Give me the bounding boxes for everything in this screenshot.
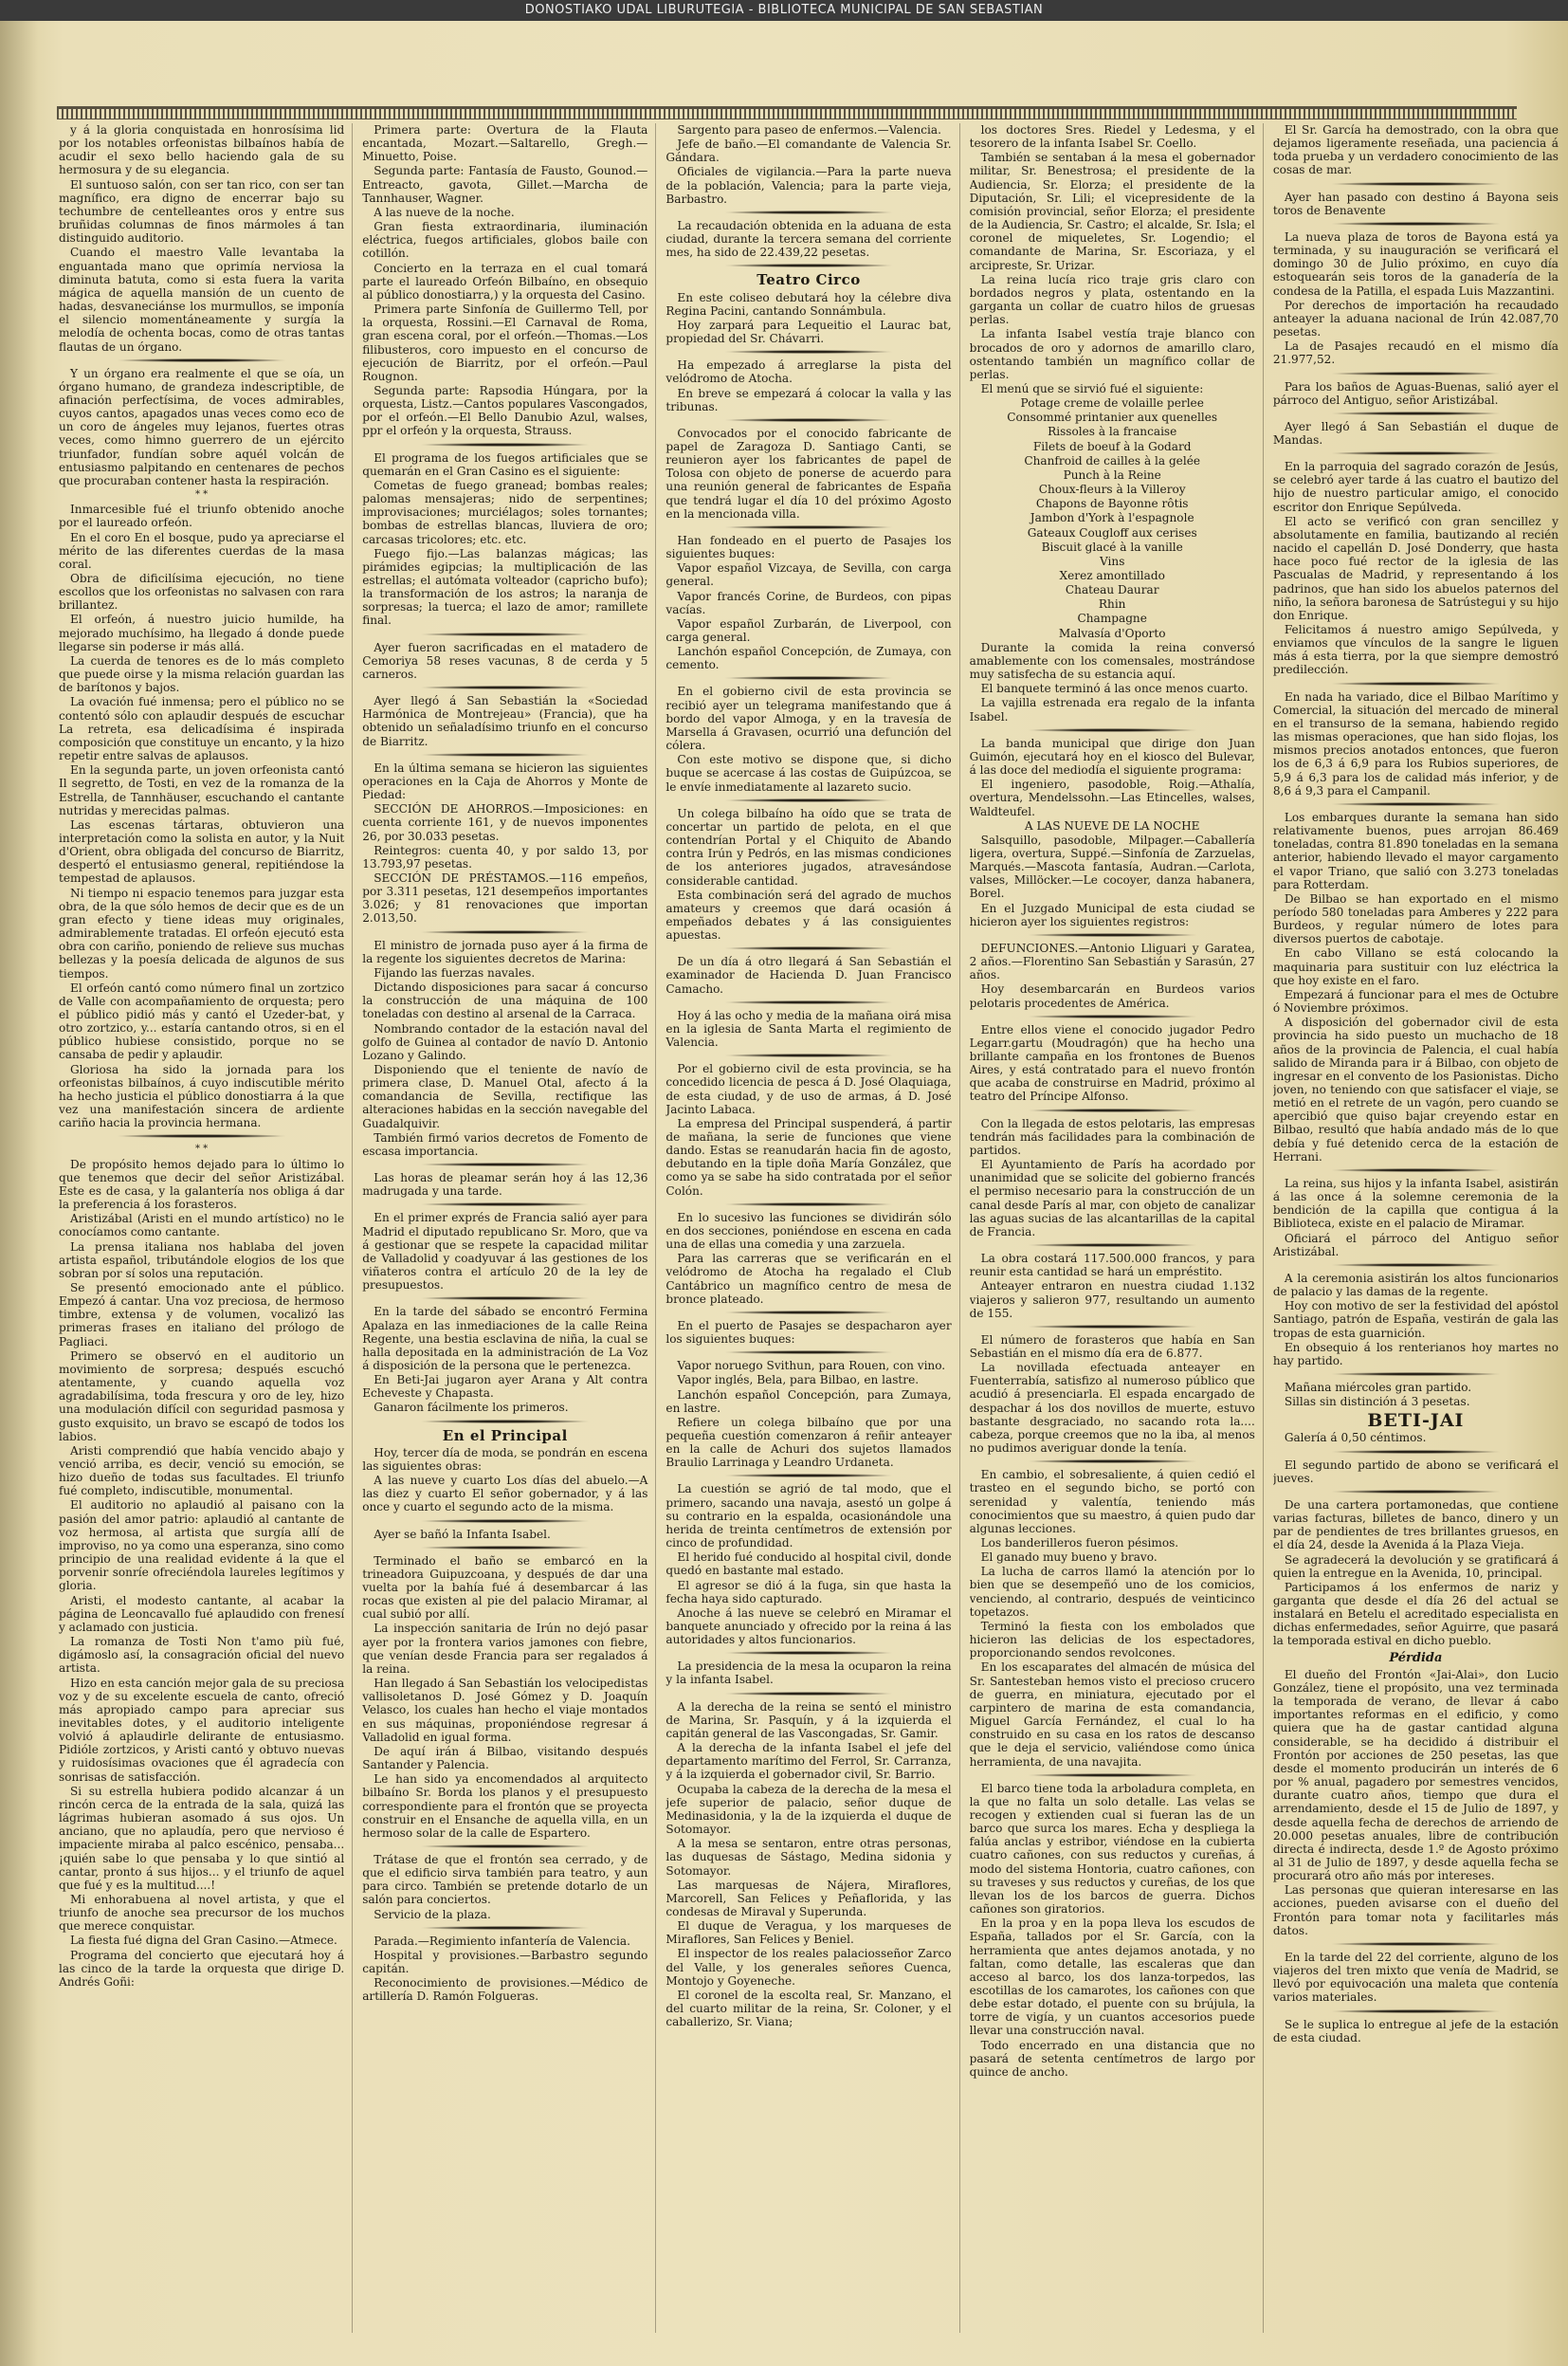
article-paragraph: Los embarques durante la semana han sido relativamente buenos, pues arrojan 86.469 toneladas, contra 81.890 toneladas en la semana anterior, habiendo llevado el mayor cargamento el vapor Triano, que salió con 3.273 toneladas para Rotterdam. [1272, 810, 1559, 891]
article-paragraph: Ayer se bañó la Infanta Isabel. [374, 1527, 551, 1541]
article-paragraph: Se presentó emocionado ante el público. Empezó á cantar. Una voz preciosa, de hermoso timbre, extensa y de volumen, vocalizó las primeras frases en italiano del prólogo de Pagliaci. [59, 1280, 345, 1348]
article-paragraph: Oficiará el párroco del Antiguo señor Aristizábal. [1272, 1231, 1559, 1258]
article-paragraph: Durante la comida la reina conversó amablemente con los comensales, mostrándose muy satisfecha de su estancia aquí. [969, 640, 1255, 682]
article-paragraph: En la tarde del 22 del corriente, alguno de los viajeros del tren mixto que venía de Madrid, se llevó por equivocación una maleta que contenía varios materiales. [1272, 1950, 1559, 2005]
article-paragraph: La infanta Isabel vestía traje blanco con brocados de oro y adornos de amarillo claro, ostentando también un magnífico collar de perlas. [969, 327, 1255, 381]
article-paragraph: A las nueve de la noche. [374, 205, 515, 219]
section-separator [1330, 1490, 1502, 1494]
article-paragraph: Mañana miércoles gran partido. [1284, 1380, 1472, 1394]
article-paragraph: Parada.—Regimiento infantería de Valencia. [374, 1934, 630, 1948]
article-paragraph: En la parroquia del sagrado corazón de Jesús, se celebró ayer tarde á las cuatro el bautizo del hijo de nuestro particular amigo, el conocido escritor don Enrique Sepúlveda. [1272, 460, 1559, 514]
section-separator [723, 418, 895, 422]
article-paragraph: Han llegado á San Sebastián los velocipedistas vallisoletanos D. José Gómez y D. Joaquín Velasco, los cuales han hecho el viaje montados en sus máquinas, proponiéndose regresar á Valladolid en igual forma. [362, 1677, 648, 1744]
article-paragraph: Lanchón español Concepción, de Zumaya, con cemento. [665, 645, 952, 672]
article-paragraph: Aristi comprendió que había vencido abajo y venció arriba, es decir, venció su emoción, se hizo dueño de todas sus facultades. El triunfo fué completo, indiscutible, monumental. [59, 1443, 345, 1498]
article-paragraph: Disponiendo que el teniente de navío de primera clase, D. Manuel Otal, afecto á la comandancia de Sevilla, rectifique las alteraciones habidas en la sección navegable del Guadalquivir. [362, 1063, 648, 1130]
article-paragraph: Jefe de baño.—El comandante de Valencia Sr. Gándara. [665, 138, 952, 165]
section-separator [419, 443, 591, 447]
article-paragraph: Vapor inglés, Bela, para Bilbao, en lastre. [677, 1373, 920, 1387]
section-separator [1330, 2009, 1502, 2013]
article-paragraph: DEFUNCIONES.—Antonio Lliguari y Garatea, 2 años.—Florentino San Sebastián y Sarasún, 27 años. [969, 941, 1255, 982]
section-separator [723, 1054, 895, 1057]
article-paragraph: Inmarcesible fué el triunfo obtenido anoche por el laureado orfeón. [59, 503, 345, 530]
article-paragraph: Xerez amontillado [1059, 569, 1165, 582]
article-paragraph: Segunda parte: Rapsodia Húngara, por la orquesta, Listz.—Cantos populares Vascongados, por el orfeón.—El Bello Danubio Azul, walses, ppr el orfeón y la orquesta, Strauss. [362, 383, 648, 438]
section-separator [723, 1474, 895, 1477]
article-paragraph: La recaudación obtenida en la aduana de esta ciudad, durante la tercera semana del corriente mes, ha sido de 22.439,22 pesetas. [665, 218, 952, 260]
section-separator [116, 358, 287, 362]
article-paragraph: Le han sido ya encomendados al arquitecto bilbaíno Sr. Borda los planos y el presupuesto correspondiente para el frontón que se proyecta construir en el Ensanche de aquella villa, en un hermoso solar de la calle de Espartero. [362, 1772, 648, 1840]
article-paragraph: Han fondeado en el puerto de Pasajes los siguientes buques: [665, 533, 952, 561]
article-paragraph: El banquete terminó á las once menos cuarto. [980, 682, 1249, 696]
article-paragraph: Esta combinación será del agrado de muchos amateurs y creemos que dará ocasión á empeñados debates y á las consiguientes apuestas. [665, 888, 952, 943]
article-paragraph: En la segunda parte, un joven orfeonista cantó Il segretto, de Tosti, en vez de la romanza de la Estrella, de Tannhäuser, escuchando el cantante nutridas y merecidas palmas. [59, 763, 345, 817]
article-paragraph: Empezará á funcionar para el mes de Octubre ó Noviembre próximos. [1272, 987, 1559, 1016]
column-1 [59, 123, 353, 2333]
article-paragraph: El Ayuntamiento de París ha acordado por unanimidad que se solicite del gobierno francés el permiso necesario para la construcción de un canal desde París al mar, con objeto de canalizar las aguas sucias de las alcantarillas de la capital de Francia. [969, 1158, 1255, 1238]
section-separator [419, 686, 591, 689]
article-paragraph: La obra costará 117.500.000 francos, y para reunir esta cantidad se hará un empréstito. [969, 1252, 1255, 1279]
article-paragraph: El dueño del Frontón «Jai-Alai», don Lucio González, tiene el propósito, una vez terminada la temporada de verano, de llevar á cabo importantes reformas en el edificio, y como quiera que ha de gastar cantidad alguna considerable, se ha decidido á distribuir el Frontón por acciones de 250 pesetas, las que desde el momento producirán un interés de 6 por % anual, pagadero por semestres vencidos, durante cuatro años, tiempo que dura el arrendamiento, desde el 15 de Julio de 1897, y desde aquella fecha de derechos de arriendo de 20.000 pesetas anuales, libre de contribución directa é indirecta, desde 1.º de Agosto próximo al 31 de Julio de 1897, y desde aquella fecha se procurará otro año más por intereses. [1272, 1667, 1559, 1883]
column-5 [1273, 123, 1566, 2333]
article-paragraph: Hoy con motivo de ser la festividad del apóstol Santiago, patrón de España, vestirán de gala las tropas de esta guarnición. [1272, 1299, 1559, 1340]
article-paragraph: Convocados por el conocido fabricante de papel de Zaragoza D. Santiago Canti, se reunieron ayer los fabricantes de papel de Tolosa con objeto de ponerse de acuerdo para una reunión general de fabricantes de España que tendrá lugar el día 10 del próximo Agosto en la mencionada villa. [665, 426, 952, 521]
article-paragraph: Las marquesas de Nájera, Miraflores, Marcorell, San Felices y Peñaflorida, y las condesas de Miraval y Superunda. [665, 1878, 952, 1918]
section-separator [1330, 1372, 1502, 1376]
section-separator [419, 1420, 591, 1423]
section-separator [723, 264, 895, 267]
article-paragraph: En el coro En el bosque, pudo ya apreciarse el mérito de las diferentes cuerdas de la masa coral. [59, 530, 345, 571]
article-paragraph: A la derecha de la reina se sentó el ministro de Marina, Sr. Pasquín, y á la izquierda el capitán general de las Vascongadas, Sr. Gamir. [665, 1699, 952, 1740]
section-separator [419, 1844, 591, 1848]
article-paragraph: La romanza de Tosti Non t'amo più fué, digámoslo así, la consagración oficial del nuevo artista. [59, 1635, 345, 1676]
article-paragraph: A las nueve y cuarto Los días del abuelo.—A las diez y cuarto El señor gobernador, y á las once y cuarto el segundo acto de la misma. [362, 1474, 648, 1514]
article-paragraph: También firmó varios decretos de Fomento de escasa importancia. [362, 1130, 648, 1158]
section-separator [419, 1546, 591, 1550]
column-4 [970, 123, 1264, 2333]
section-separator [1330, 682, 1502, 686]
article-paragraph: Punch à la Reine [1063, 468, 1161, 482]
article-paragraph: Refiere un colega bilbaíno que por una pequeña cuestión comenzaron á reñir anteayer en la calle de Achuri dos sujetos llamados Braulio Larrinaga y Leandro Urdaneta. [665, 1415, 952, 1470]
section-separator [1027, 1325, 1198, 1329]
article-paragraph: Por derechos de importación ha recaudado anteayer la aduana nacional de Irún 42.087,70 pesetas. [1272, 298, 1559, 339]
article-paragraph: La presidencia de la mesa la ocuparon la reina y la infanta Isabel. [665, 1660, 952, 1687]
article-paragraph: Salsquillo, pasodoble, Milpager.—Caballería ligera, overtura, Suppé.—Sinfonía de Zarzuelas, Marqués.—Mascota fantasía, Audran.—Carlota, valses, Millöcker.—Le cocoyer, danza habanera, Borel. [969, 833, 1255, 901]
article-paragraph: La lucha de carros llamó la atención por lo bien que se desempeñó uno de los comicios, venciendo, al contrario, después de veinticinco topetazos. [969, 1565, 1255, 1619]
article-paragraph: Con este motivo se dispone que, si dicho buque se acercase á las costas de Guipúzcoa, se le envíe inmediatamente al lazareto sucio. [665, 753, 952, 794]
article-paragraph: Vapor español Zurbarán, de Liverpool, con carga general. [665, 616, 952, 644]
article-paragraph: La novillada efectuada anteayer en Fuenterrabía, satisfizo al numeroso público que acudió á presenciarla. El espada encargado de despachar á los dos novillos de muerte, estuvo bastante desgraciado, no sacando rota la.... cabeza, porque creemos que no la iba, al menos no pudimos averiguar donde la tenía. [969, 1361, 1255, 1456]
column-2 [362, 123, 656, 2333]
article-paragraph: Servicio de la plaza. [374, 1907, 491, 1921]
article-paragraph: Hizo en esta canción mejor gala de su preciosa voz y de su excelente escuela de canto, ofreció más apropiado campo para apreciar sus inevitables dotes, y el auditorio inteligente volvió á aplaudirle delirante de entusiasmo. Pidióle zortzicos, y Aristi cantó y obtuvo nuevas y ruidosísimas ovaciones que él agradecía con sonrisas de satisfacción. [59, 1676, 345, 1784]
article-paragraph: Aristi, el modesto cantante, al acabar la página de Leoncavallo fué aplaudido con frenesí y aclamado con justicia. [59, 1593, 345, 1634]
article-paragraph: El coronel de la escolta real, Sr. Manzano, el del cuarto militar de la reina, Sr. Coloner, y el caballerizo, Sr. Viana; [665, 1988, 952, 2029]
article-paragraph: La fiesta fué digna del Gran Casino.—Atmece. [70, 1934, 337, 1948]
section-separator [723, 1311, 895, 1314]
article-paragraph: En la tarde del sábado se encontró Fermina Apalaza en las inmediaciones de la calle Reina Regente, una bestia esclavina de niña, la cual se halla depositada en la administración de La Voz á disposición de la persona que le pertenezca. [362, 1305, 648, 1372]
library-header: DONOSTIAKO UDAL LIBURUTEGIA - BIBLIOTECA MUNICIPAL DE SAN SEBASTIAN [0, 0, 1568, 21]
section-separator [1330, 451, 1502, 455]
article-paragraph: A la derecha de la infanta Isabel el jefe del departamento marítimo del Ferrol, Sr. Carranza, y á la izquierda el gobernador civil, Sr. Barrio. [665, 1741, 952, 1782]
article-paragraph: Jambon d'York à l'espagnole [1030, 511, 1194, 525]
article-paragraph: Galería á 0,50 céntimos. [1284, 1431, 1427, 1445]
section-separator [1027, 1459, 1198, 1463]
article-paragraph: Hoy desembarcarán en Burdeos varios pelotaris procedentes de América. [969, 982, 1255, 1010]
article-paragraph: Fuego fijo.—Las balanzas mágicas; las pirámides egipcias; la multiplicación de las estrellas; el autómata volteador (capricho bufo); la transformación de los astros; la naranja de sorpresas; la tuerca; el lazo de amor; ramillete final. [362, 546, 648, 628]
article-paragraph: Vapor francés Corine, de Burdeos, con pipas vacías. [665, 589, 952, 616]
article-paragraph: El ingeniero, pasodoble, Roig.—Athalía, overtura, Mendelssohn.—Las Etincelles, walses, Waldteufel. [969, 778, 1255, 818]
section-separator [1330, 222, 1502, 226]
section-separator [1330, 1942, 1502, 1946]
article-paragraph: Gloriosa ha sido la jornada para los orfeonistas bilbaínos, á cuyo indiscutible mérito ha hecho justicia el público donostiarra á la que vez una manifestación sincera de ardiente cariño hacia la provincia hermana. [59, 1062, 345, 1130]
section-separator [723, 350, 895, 354]
article-paragraph: A LAS NUEVE DE LA NOCHE [1024, 818, 1200, 833]
article-paragraph: Chanfroid de cailles à la gelée [1024, 453, 1201, 468]
article-paragraph: En los escaparates del almacén de música del Sr. Santesteban hemos visto el precioso crucero de guerra, en miniatura, ejecutado por el carpintero de marina de esta comandancia, Miguel García Fernández, el cual lo ha construido en su casa en los ratos de descanso que le deja el servicio, valiéndose como única herramienta, de una navajita. [969, 1660, 1255, 1769]
article-paragraph: La nueva plaza de toros de Bayona está ya terminada, y su inauguración se verificará el domingo 30 de Julio próximo, en cuyo día estoquearán seis toros de la ganadería de la condesa de la Patilla, el espada Luis Mazzantini. [1272, 229, 1559, 298]
article-paragraph: La ovación fué inmensa; pero el público no se contentó sólo con aplaudir después de escuchar La retreta, esa delicadísima é inspirada composición que constituye un encanto, y la hizo repetir entre salvas de aplausos. [59, 695, 345, 763]
section-separator [419, 753, 591, 757]
article-paragraph: Ayer llegó á San Sebastián la «Sociedad Harmónica de Montrejeau» (Francia), que ha obtenido un señaladísimo triunfo en el concurso de Biarritz. [362, 694, 648, 748]
article-paragraph: Primera parte: Overtura de la Flauta encantada, Mozart.—Saltarello, Gregh.—Minuetto, Poise. [362, 123, 648, 164]
article-paragraph: Y un órgano era realmente el que se oía, un órgano humano, de grandeza indescriptible, de afinación perfectísima, de voces admirables, cuyos cantos, apagados unas veces como eco de un coro de ángeles muy lejanos, fuertes otras veces, como himno guerrero de un ejército triunfador, fundían sobre aquél volcán de entusiasmo palpitando en centenares de pechos que procuraban contener hasta la respiración. [59, 366, 345, 487]
article-paragraph: Por el gobierno civil de esta provincia, se ha concedido licencia de pesca á D. José Olaquiaga, de esta ciudad, y de uso de armas, á D. José Jacinto Labaca. [665, 1062, 952, 1116]
article-paragraph: Ha empezado á arreglarse la pista del velódromo de Atocha. [665, 358, 952, 386]
article-paragraph: Reintegros: cuenta 40, y por saldo 13, por 13.793,97 pesetas. [362, 843, 648, 871]
article-paragraph: A la ceremonia asistirán los altos funcionarios de palacio y las damas de la regente. [1272, 1271, 1559, 1299]
section-separator [419, 1519, 591, 1523]
article-paragraph: Choux-fleurs à la Villeroy [1038, 483, 1186, 497]
article-paragraph: En cabo Villano se está colocando la maquinaria para sustituir con luz eléctrica la que hoy existe en el faro. [1272, 946, 1559, 987]
article-paragraph: En Beti-Jai jugaron ayer Arana y Alt contra Echeveste y Chapasta. [362, 1373, 648, 1401]
article-paragraph: La empresa del Principal suspenderá, á partir de mañana, la serie de funciones que viene dando. Estas se reanudarán hacia fin de agosto, debutando en la tiple doña María González, que como ya se sabe ha sido contratada por el señor Colón. [665, 1116, 952, 1198]
asterism: * * [195, 489, 209, 501]
article-paragraph: La cuestión se agrió de tal modo, que el primero, sacando una navaja, asestó un golpe á su contrario en la espalda, ocasionándole una herida de treinta centímetros de extensión por cinco de profundidad. [665, 1482, 952, 1550]
article-paragraph: Concierto en la terraza en el cual tomará parte el laureado Orfeón Bilbaíno, en obsequio al público donostiarra,) y la orquesta del Casino. [362, 261, 648, 302]
article-paragraph: Se le suplica lo entregue al jefe de la estación de esta ciudad. [1272, 2017, 1559, 2045]
article-paragraph: Un colega bilbaíno ha oído que se trata de concertar un partido de pelota, en el que contendrían Portal y el Chiquito de Abando contra Irún y Pedrós, en las mismas condiciones de los anteriores jugados, atravesándose considerable cantidad. [665, 806, 952, 888]
article-paragraph: Para las carreras que se verificarán en el velódromo de Atocha ha regalado el Club Cantábrico un magnífico centro de mesa de bronce plateado. [665, 1252, 952, 1306]
article-paragraph: En el gobierno civil de esta provincia se recibió ayer un telegrama manifestando que á bordo del vapor Almoga, y en la travesía de Marsella á Gravasen, ocurrió una defunción del cólera. [665, 685, 952, 753]
article-paragraph: Primera parte Sinfonía de Guillermo Tell, por la orquesta, Rossini.—El Carnaval de Roma, gran escena coral, por el orfeón.—Thomas.—Los filibusteros, coro impuesto en el concurso de ejecución de Biarritz, por el orfeón.—Paul Rougnon. [362, 303, 648, 383]
section-separator [1330, 412, 1502, 415]
article-paragraph: Participamos á los enfermos de nariz y garganta que desde el día 26 del actual se instalará en Betelu el acreditado especialista en dichas enfermedades, señor Aguirre, que pasará la temporada estival en dicho pueblo. [1272, 1580, 1559, 1648]
top-decorative-rule [57, 106, 1517, 119]
article-paragraph: Nombrando contador de la estación naval del golfo de Guinea al contador de navío D. Antonio Lozano y Galindo. [362, 1021, 648, 1062]
section-separator [723, 798, 895, 802]
section-separator [723, 525, 895, 529]
article-paragraph: La cuerda de tenores es de lo más completo que puede oirse y la misma relación guardan las de barítonos y bajos. [59, 653, 345, 695]
article-paragraph: Chapons de Bayonne rôtis [1035, 497, 1189, 511]
article-paragraph: En cambio, el sobresaliente, á quien cedió el trasteo en el segundo bicho, se portó con serenidad y valentía, teniendo más conocimientos que su maestro, á quien pudo dar algunas lecciones. [969, 1468, 1255, 1535]
article-paragraph: Hoy á las ocho y media de la mañana oirá misa en la iglesia de Santa Marta el regimiento de Valencia. [665, 1008, 952, 1050]
article-paragraph: El Sr. García ha demostrado, con la obra que dejamos ligeramente reseñada, una paciencia á toda prueba y un verdadero conocimiento de las cosas de mar. [1272, 123, 1559, 177]
article-paragraph: Potage creme de volaille perlee [1020, 396, 1204, 411]
article-paragraph: El orfeón cantó como número final un zortzico de Valle con acompañamiento de orquesta; pero el público pidió más y cantó el Uzeder-bat, y otro zortzico, y... estaría cantando otros, si en el público hubiese consistido, porque no se cansaba de pedir y aplaudir. [59, 981, 345, 1062]
section-separator [1330, 182, 1502, 186]
article-paragraph: La banda municipal que dirige don Juan Guimón, ejecutará hoy en el kiosco del Bulevar, á las doce del mediodía el siguiente programa: [969, 736, 1255, 778]
article-paragraph: y á la gloria conquistada en honrosísima lid por los notables orfeonistas bilbaínos había de acudir el sexo bello haciendo gala de su hermosura y de su elegancia. [59, 123, 345, 177]
article-paragraph: En la última semana se hicieron las siguientes operaciones en la Caja de Ahorros y Monte de Piedad: [362, 761, 648, 802]
article-paragraph: La vajilla estrenada era regalo de la infanta Isabel. [969, 696, 1255, 724]
section-separator [1330, 1168, 1502, 1172]
article-paragraph: La prensa italiana nos hablaba del joven artista español, tributándole elogios de los que sobran por sí solos una reputación. [59, 1239, 345, 1280]
article-paragraph: Aristizábal (Aristi en el mundo artístico) no le conocíamos como cantante. [59, 1212, 345, 1239]
article-paragraph: Vins [1100, 554, 1125, 568]
article-paragraph: La de Pasajes recaudó en el mismo día 21.977,52. [1272, 339, 1559, 367]
article-paragraph: Obra de dificilísima ejecución, no tiene escollos que los orfeonistas no salvasen con rara brillantez. [59, 572, 345, 613]
section-separator [1027, 1773, 1198, 1777]
article-paragraph: La reina, sus hijos y la infanta Isabel, asistirán á las once á la solemne ceremonia de la bendición de la capilla que contigua á la Biblioteca, existe en el palacio de Miramar. [1272, 1176, 1559, 1231]
section-separator [723, 1651, 895, 1655]
section-separator [1330, 802, 1502, 806]
article-paragraph: Ganaron fácilmente los primeros. [374, 1401, 569, 1415]
article-paragraph: Las horas de pleamar serán hoy á las 12,36 madrugada y una tarde. [362, 1171, 648, 1199]
section-heading: En el Principal [442, 1426, 568, 1444]
article-paragraph: Filets de boeuf à la Godard [1032, 439, 1192, 453]
section-separator [419, 930, 591, 934]
section-separator [723, 1692, 895, 1696]
article-paragraph: También se sentaban á la mesa el gobernador militar, Sr. Benestrosa; el presidente de la Audiencia, Sr. Elorza; el presidente de la Diputación, Sr. Lili; el vicepresidente de la comisión provincial, señor Elorza; el presidente de la Audiencia, Sr. Castro; el alcalde, Sr. Isla; el coronel de miqueletes, Sr. Logendio; el comandante de Marina, Sr. Escoriaza, y el arcipreste, Sr. Urizar. [969, 151, 1255, 272]
section-separator [723, 1350, 895, 1354]
article-paragraph: El herido fué conducido al hospital civil, donde quedó en bastante mal estado. [665, 1550, 952, 1578]
article-paragraph: Gran fiesta extraordinaria, iluminación eléctrica, fuegos artificiales, globos baile con cotillón. [362, 220, 648, 261]
section-separator [1027, 1243, 1198, 1247]
article-paragraph: Gateaux Cougloff aux cerises [1027, 525, 1197, 540]
article-paragraph: SECCIÓN DE PRÉSTAMOS.—116 empeños, por 3.311 pesetas, 121 desempeños importantes 3.026; y 81 renovaciones que importan 2.013,50. [362, 871, 648, 926]
article-paragraph: Rissoles à la francaise [1048, 425, 1177, 439]
article-paragraph: Primero se observó en el auditorio un movimiento de sorpresa; después escuchó atentamente, y cuando aquella voz agradabilísima, toda frescura y oro de ley, hizo una modulación difícil con seguridad pasmosa y gusto exquisito, un bravo se escapó de todos los labios. [59, 1348, 345, 1443]
section-separator [419, 1296, 591, 1300]
article-paragraph: El número de forasteros que había en San Sebastián en el mismo día era de 6.877. [969, 1332, 1255, 1360]
article-paragraph: Ayer fueron sacrificadas en el matadero de Cemoriya 58 reses vacunas, 8 de cerda y 5 carneros. [362, 640, 648, 681]
article-paragraph: En este coliseo debutará hoy la célebre diva Regina Pacini, cantando Sonnámbula. [665, 290, 952, 318]
section-separator [419, 1926, 591, 1930]
article-paragraph: En obsequio á los renterianos hoy martes no hay partido. [1272, 1340, 1559, 1367]
article-paragraph: En el primer exprés de Francia salió ayer para Madrid el diputado republicano Sr. Moro, que va á gestionar que se respete la capacidad militar de Valladolid y coadyuvar á las gestiones de los viñateros contra el artículo 20 de la ley de presupuestos. [362, 1211, 648, 1293]
article-paragraph: A disposición del gobernador civil de esta provincia ha sido puesto un muchacho de 18 años de la provincia de Palencia, el cual había salido de Miranda para ir á Bilbao, con objeto de ingresar en el convento de los Pasionistas. Dicho joven, no teniendo con que satisfacer el viaje, se metió en el retrete de un vagón, pero cuando se apercibió que quiso bajar creyendo estar en Bilbao, resultó que había andado más de lo que debía y fué detenido cerca de la estación de Herrani. [1272, 1016, 1559, 1164]
article-paragraph: En breve se empezará á colocar la valla y las tribunas. [665, 386, 952, 413]
section-separator [723, 1202, 895, 1206]
column-3 [665, 123, 959, 2333]
section-separator [723, 676, 895, 680]
article-paragraph: El duque de Veragua, y los marqueses de Miraflores, San Felices y Beniel. [665, 1919, 952, 1947]
article-paragraph: Dictando disposiciones para sacar á concurso la construcción de una máquina de 100 toneladas con destino al arsenal de la Carraca. [362, 981, 648, 1021]
article-paragraph: Las escenas tártaras, obtuvieron una interpretación como la solista en autor, y la Nuit d'Orient, obra obligada del concurso de Biarritz, despertó el entusiasmo general, repitiéndose la tempestad de aplausos. [59, 817, 345, 886]
article-paragraph: Anteayer entraron en nuestra ciudad 1.132 viajeros y salieron 977, resultando un aumento de 155. [969, 1279, 1255, 1320]
article-paragraph: El segundo partido de abono se verificará el jueves. [1272, 1458, 1559, 1485]
article-paragraph: Ayer llegó á San Sebastián el duque de Mandas. [1272, 419, 1559, 447]
article-paragraph: Hoy zarpará para Lequeitio el Laurac bat, propiedad del Sr. Chávarri. [665, 318, 952, 346]
article-paragraph: Rhin [1098, 597, 1126, 612]
section-separator [1027, 933, 1198, 937]
article-paragraph: Vapor noruego Svithun, para Rouen, con vino. [677, 1359, 946, 1373]
page-edge-shadow [0, 0, 38, 2366]
section-separator [419, 1163, 591, 1166]
article-paragraph: En lo sucesivo las funciones se dividirán sólo en dos secciones, poniéndose en escena en cada una de ellas una comedia y una zarzuela. [665, 1210, 952, 1252]
article-paragraph: De una cartera portamonedas, que contiene varias facturas, billetes de banco, dinero y un par de pendientes de tres brillantes gruesos, en el día 24, desde la Avenida á la Plaza Vieja. [1272, 1497, 1559, 1552]
article-paragraph: Hospital y provisiones.—Barbastro segundo capitán. [362, 1948, 648, 1976]
section-separator [1027, 1015, 1198, 1018]
article-paragraph: Entre ellos viene el conocido jugador Pedro Legarr.gartu (Moudragón) que ha hecho una brillante campaña en los frontones de Buenos Aires, y está contratado para el nuevo frontón que acaba de construirse en Madrid, próximo al teatro del Príncipe Alfonso. [969, 1022, 1255, 1104]
article-paragraph: Sargento para paseo de enfermos.—Valencia. [677, 123, 941, 137]
article-paragraph: Felicitamos á nuestro amigo Sepúlveda, y enviamos que vínculos de la sangre le liguen más á esta tierra, por la que siempre demostró predilección. [1272, 623, 1559, 677]
section-separator [419, 1202, 591, 1206]
article-paragraph: Terminó la fiesta con los embolados que hicieron las delicias de los espectadores, proporcionando sendos revolcones. [969, 1619, 1255, 1660]
article-paragraph: Si su estrella hubiera podido alcanzar á un rincón cerca de la entrada de la sala, quizá las lágrimas hubieran asomado á sus ojos. Un anciano, que no aplaudía, pero que nervioso é impaciente miraba al palco escénico, pensaba... ¡quién sabe lo que pensaba y lo que sintió al cantar, pronto á sus hijos... y el triunfo de aquel que fué y es la multitud....! [59, 1784, 345, 1892]
article-paragraph: Consommé printanier aux quenelles [1007, 411, 1218, 425]
article-paragraph: Ocupaba la cabeza de la derecha de la mesa el jefe superior de palacio, señor duque de Medinasidonia, y la de la izquierda el duque de Sotomayor. [665, 1782, 952, 1837]
article-paragraph: Las personas que quieran interesarse en las acciones, pueden avisarse con el dueño del Frontón para tomar nota y facilitarles más datos. [1272, 1883, 1559, 1937]
section-separator [116, 1134, 287, 1138]
section-separator [1027, 1109, 1198, 1112]
section-heading-beti-jai: BETI-JAI [1367, 1410, 1465, 1432]
article-paragraph: El suntuoso salón, con ser tan rico, con ser tan magnífico, era digno de encerrar bajo su techumbre de centelleantes oros y entre sus bruñidas columnas de finos mármoles á tan distinguido auditorio. [59, 177, 345, 246]
article-paragraph: En el puerto de Pasajes se despacharon ayer los siguientes buques: [665, 1318, 952, 1347]
article-paragraph: Lanchón español Concepción, para Zumaya, en lastre. [665, 1387, 952, 1415]
section-separator [1330, 372, 1502, 376]
article-paragraph: En el Juzgado Municipal de esta ciudad se hicieron ayer los siguientes registros: [969, 901, 1255, 928]
article-paragraph: Con la llegada de estos pelotaris, las empresas tendrán más facilidades para la combinación de partidos. [969, 1116, 1255, 1157]
article-paragraph: El menú que se sirvió fué el siguiente: [980, 381, 1204, 395]
section-separator [1330, 1450, 1502, 1454]
article-paragraph: El ministro de jornada puso ayer á la firma de la regente los siguientes decretos de Marina: [362, 938, 648, 965]
article-paragraph: Sillas sin distinción á 3 pesetas. [1284, 1395, 1470, 1409]
article-paragraph: El auditorio no aplaudió al paisano con la pasión del amor patrio: aplaudió al cantante de voz hermosa, al artista que surgía allí de improviso, no ya como una esperanza, sino como principio de una realidad evidente á la que el porvenir sonríe ofreciéndola laureles legítimos y gloria. [59, 1498, 345, 1593]
article-paragraph: Malvasía d'Oporto [1058, 626, 1166, 640]
article-paragraph: SECCIÓN DE AHORROS.—Imposiciones: en cuenta corriente 161, y de nuevos imponentes 26, por 30.033 pesetas. [362, 802, 648, 843]
article-paragraph: En nada ha variado, dice el Bilbao Marítimo y Comercial, la situación del mercado de mineral en el transurso de la semana, habiendo regido las mismas operaciones, que han sido flojas, los mismos precios anotados entonces, que fueron los de 6,3 á 6,9 para los Rubios superiores, de 5,9 á 6,3 para los de calidad más inferior, y de 8,6 á 9,3 para el Campanil. [1272, 689, 1559, 798]
article-paragraph: Champagne [1077, 612, 1147, 626]
section-separator [723, 946, 895, 950]
section-heading: Teatro Circo [757, 271, 861, 289]
article-paragraph: El agresor se dió á la fuga, sin que hasta la fecha haya sido capturado. [665, 1578, 952, 1605]
columns-container [59, 123, 1566, 2342]
article-paragraph: A la mesa se sentaron, entre otras personas, las duquesas de Sástago, Medina sidonia y Sotomayor. [665, 1837, 952, 1878]
section-separator [1027, 728, 1198, 732]
article-paragraph: Vapor español Vizcaya, de Sevilla, con carga general. [665, 561, 952, 589]
article-paragraph: Terminado el baño se embarcó en la trineadora Guipuzcoana, y después de dar una vuelta por la bahía fué á desembarcar á las rocas que existen al pie del palacio Miramar, al cual subió por allí. [362, 1553, 648, 1622]
section-separator [1330, 1263, 1502, 1267]
article-paragraph: El orfeón, á nuestro juicio humilde, ha mejorado muchísimo, ha llegado á donde puede llegarse sin poderse ir más allá. [59, 613, 345, 653]
article-paragraph: Para los baños de Aguas-Buenas, salió ayer el párroco del Antiguo, señor Aristizábal. [1272, 379, 1559, 407]
article-paragraph: Cuando el maestro Valle levantaba la enguantada mano que oprimía nerviosa la diminuta batuta, como si esta fuera la varita mágica de aquella mansión de un cuento de hadas, desvaneciánse los murmullos, se imponía el silencio momentáneamente y surgía la melodía de ochenta bocas, como de otras tantas flautas de un órgano. [59, 246, 345, 354]
article-paragraph: Los banderilleros fueron pésimos. [980, 1536, 1179, 1550]
article-paragraph: Mi enhorabuena al novel artista, y que el triunfo de anoche sea precursor de los muchos que merece conquistar. [59, 1893, 345, 1934]
article-paragraph: Fijando las fuerzas navales. [374, 965, 536, 980]
section-separator [723, 1000, 895, 1004]
article-paragraph: De propósito hemos dejado para lo último lo que tenemos que decir del señor Aristizábal. Este es de casa, y la galantería nos obliga á dar la preferencia á los forasteros. [59, 1157, 345, 1212]
article-paragraph: Chateau Daurar [1065, 583, 1159, 597]
article-paragraph: Segunda parte: Fantasía de Fausto, Gounod.—Entreacto, gavota, Gillet.—Marcha de Tannhauser, Wagner. [362, 164, 648, 205]
article-paragraph: Se agradecerá la devolución y se gratificará á quien la entregue en la Avenida, 10, principal. [1272, 1552, 1559, 1580]
section-separator [419, 633, 591, 636]
article-paragraph: El barco tiene toda la arboladura completa, en la que no falta un solo detalle. Las velas se recogen y extienden cual si fueran las de un barco que surca los mares. Echa y despliega la falúa anclas y estribor, viéndose en la cubierta cuatro cañones, con sus reductos y cureñas, á modo del sistema Hontoria, cuatro cañones, con su traveses y sus reductos y cureñas, de los que llevan los de los barcos de guerra. Dichos cañones son giratorios. [969, 1781, 1255, 1917]
article-paragraph: Trátase de que el frontón sea cerrado, y de que el edificio sirva también para teatro, y aun para circo. También se pretende dotarlo de un salón para conciertos. [362, 1852, 648, 1907]
article-paragraph: El acto se verificó con gran sencillez y absolutamente en familia, bautizando al recién nacido el capellán D. José Donderry, que hasta hace poco fué rector de la iglesia de las Pascualas de Madrid, y representando á los padrinos, que han sido los abuelos paternos del niño, la señora baronesa de Satrústegui y su hijo don Enrique. [1272, 514, 1559, 622]
article-paragraph: De un día á otro llegará á San Sebastián el examinador de Hacienda D. Juan Francisco Camacho. [665, 955, 952, 996]
article-paragraph: El ganado muy bueno y bravo. [980, 1550, 1158, 1565]
article-paragraph: El inspector de los reales palaciosseñor Zarco del Valle, y los generales señores Cuenca, Montojo y Goyeneche. [665, 1947, 952, 1988]
article-paragraph: Todo encerrado en una distancia que no pasará de setenta centímetros de largo por quince de ancho. [969, 2038, 1255, 2079]
article-paragraph: Reconocimiento de provisiones.—Médico de artillería D. Ramón Folgueras. [362, 1976, 648, 2004]
article-paragraph: Cometas de fuego granead; bombas reales; palomas mensajeras; nido de serpentines; improvisaciones; murciélagos; soles tornantes; bombas de estrellas blancas, lluviera de oro; carcasas tricolores; etc. etc. [362, 478, 648, 546]
article-paragraph: Ni tiempo ni espacio tenemos para juzgar esta obra, de la que sólo hemos de decir que es de un gran efecto y tiene ideas muy originales, admirablemente tratadas. El orfeón ejecutó esta obra con cariño, poniendo de relieve sus muchas bellezas y la poesía delicada de algunos de sus tiempos. [59, 886, 345, 981]
article-paragraph: En la proa y en la popa lleva los escudos de España, tallados por el Sr. García, con la herramienta que antes dejamos anotada, y no faltan, como detalle, las escaleras que dan acceso al barco, los dos lanza-torpedos, las escotillas de los camarotes, los cañones con que debe estar dotado, el puente con su brújula, la torre de vigía, y un cuantos accesorios puede llevar una construcción naval. [969, 1917, 1255, 2038]
article-paragraph: Anoche á las nueve se celebró en Miramar el banquete anunciado y ofrecido por la reina á las autoridades y altos funcionarios. [665, 1605, 952, 1647]
section-separator [723, 211, 895, 214]
article-paragraph: Hoy, tercer día de moda, se pondrán en escena las siguientes obras: [362, 1445, 648, 1473]
article-paragraph: De aquí irán á Bilbao, visitando después Santander y Palencia. [362, 1744, 648, 1772]
article-paragraph: Biscuit glacé à la vanille [1041, 540, 1183, 554]
article-paragraph: los doctores Sres. Riedel y Ledesma, y el tesorero de la infanta Isabel Sr. Coello. [969, 123, 1255, 151]
section-heading-perdida: Pérdida [1389, 1650, 1443, 1665]
article-paragraph: Ayer han pasado con destino á Bayona seis toros de Benavente [1272, 190, 1559, 217]
article-paragraph: La inspección sanitaria de Irún no dejó pasar ayer por la frontera varios jamones con fiebre, que venían desde Francia para ser regalados á la reina. [362, 1622, 648, 1676]
asterism: * * [195, 1144, 209, 1155]
article-paragraph: Programa del concierto que ejecutará hoy á las cinco de la tarde la orquesta que dirige D. Andrés Goñi: [59, 1948, 345, 1989]
article-paragraph: El programa de los fuegos artificiales que se quemarán en el Gran Casino es el siguiente: [362, 450, 648, 478]
article-paragraph: La reina lucía rico traje gris claro con bordados negros y plata, ostentando en la garganta un collar de cuatro hilos de gruesas perlas. [969, 272, 1255, 327]
article-paragraph: Oficiales de vigilancia.—Para la parte nueva de la población, Valencia; para la parte vieja, Barbastro. [665, 165, 952, 206]
article-paragraph: De Bilbao se han exportado en el mismo período 580 toneladas para Amberes y 222 para Burdeos, y regular número de lotes para diversos puertos de cabotaje. [1272, 891, 1559, 946]
